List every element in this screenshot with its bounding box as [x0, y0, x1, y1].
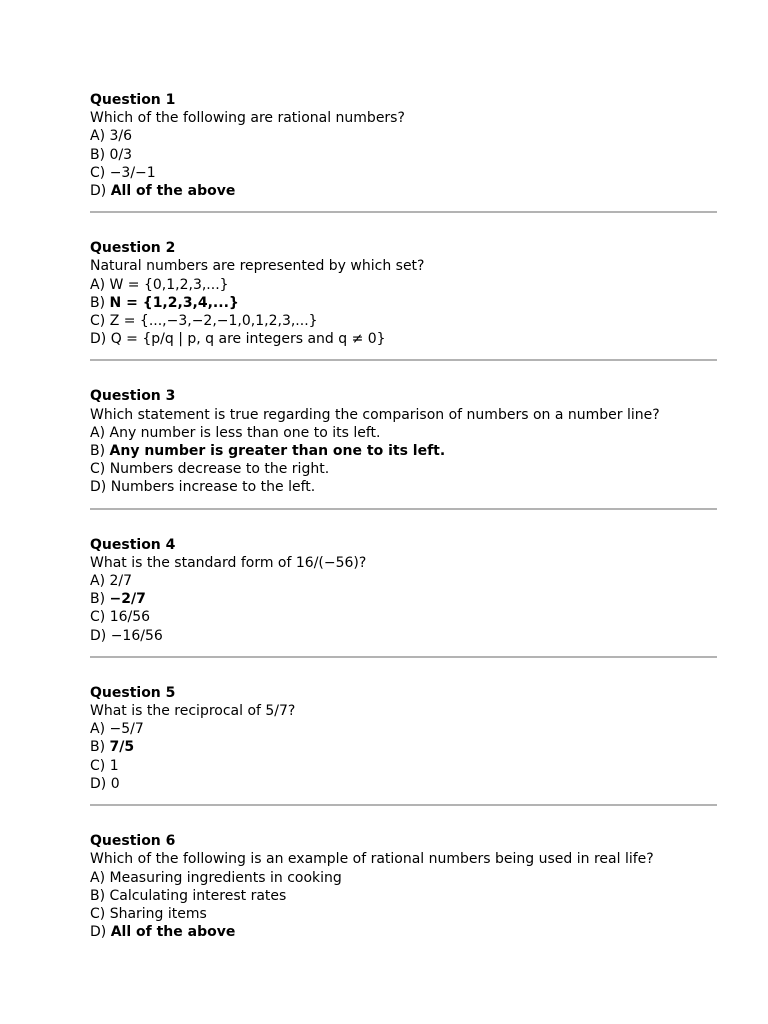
question-text: What is the standard form of 16/(−56)? [90, 554, 367, 571]
option-letter: C) [90, 313, 110, 330]
question-block-4 [90, 536, 717, 645]
option-letter: B) [90, 146, 110, 163]
question-text: Which of the following are rational numbers? [90, 110, 405, 127]
option-letter: B) [90, 443, 110, 460]
option-letter: A) [90, 128, 110, 145]
option-letter: D) [90, 479, 111, 496]
option-letter: A) [90, 424, 110, 441]
answer-option-d [90, 775, 717, 793]
question-text: What is the reciprocal of 5/7? [90, 703, 296, 720]
option-text: 16/56 [109, 609, 151, 626]
option-letter: D) [90, 331, 111, 348]
answer-option-d [90, 182, 717, 200]
question-title: Question 6 [90, 833, 176, 850]
option-text: Any number is less than one to its left. [109, 424, 381, 441]
question-title: Question 3 [90, 388, 176, 405]
answer-option-c [90, 460, 717, 478]
option-letter: A) [90, 276, 110, 293]
answer-option-a [90, 869, 717, 887]
answer-option-d [90, 330, 717, 348]
option-text: −5/7 [109, 721, 144, 738]
question-divider [90, 508, 717, 510]
option-text: Z = {...,−3,−2,−1,0,1,2,3,...} [109, 313, 318, 330]
option-text: 3/6 [109, 128, 133, 145]
option-letter: C) [90, 609, 110, 626]
option-letter: A) [90, 573, 110, 590]
answer-option-a [90, 720, 717, 738]
option-text: 0/3 [109, 146, 133, 163]
option-text: Q = {p/q | p, q are integers and q ≠ 0} [110, 331, 386, 348]
correct-answer-text: −2/7 [109, 591, 146, 608]
answer-option-a [90, 572, 717, 590]
correct-answer-text: All of the above [110, 924, 236, 941]
option-letter: D) [90, 775, 111, 792]
answer-option-b [90, 146, 717, 164]
answer-option-b [90, 887, 717, 905]
option-letter: D) [90, 183, 111, 200]
option-text: −16/56 [110, 627, 163, 644]
option-letter: B) [90, 887, 110, 904]
answer-option-d [90, 627, 717, 645]
option-letter: D) [90, 924, 111, 941]
option-letter: C) [90, 164, 110, 181]
question-text: Which statement is true regarding the comparison of numbers on a number line? [90, 406, 660, 423]
option-text: Calculating interest rates [109, 887, 287, 904]
option-letter: A) [90, 869, 110, 886]
answer-option-d [90, 478, 717, 496]
option-letter: B) [90, 591, 110, 608]
option-text: 2/7 [109, 573, 133, 590]
option-text: 1 [109, 757, 119, 774]
question-block-3 [90, 387, 717, 496]
question-text: Natural numbers are represented by which set? [90, 258, 425, 275]
question-title: Question 4 [90, 536, 176, 553]
question-block-1 [90, 91, 717, 200]
question-divider [90, 211, 717, 213]
option-text: Measuring ingredients in cooking [109, 869, 342, 886]
option-letter: A) [90, 721, 110, 738]
answer-option-b [90, 738, 717, 756]
answer-option-a [90, 127, 717, 145]
correct-answer-text: 7/5 [109, 739, 135, 756]
option-text: Sharing items [109, 905, 207, 922]
quiz-document [90, 91, 717, 941]
answer-option-c [90, 608, 717, 626]
answer-option-c [90, 905, 717, 923]
question-block-2 [90, 239, 717, 348]
answer-option-c [90, 757, 717, 775]
option-text: W = {0,1,2,3,...} [109, 276, 229, 293]
answer-option-a [90, 276, 717, 294]
answer-option-c [90, 312, 717, 330]
question-text: Which of the following is an example of rational numbers being used in real life? [90, 851, 654, 868]
question-block-6 [90, 832, 717, 941]
option-text: −3/−1 [109, 164, 156, 181]
correct-answer-text: All of the above [110, 183, 236, 200]
option-text: Numbers decrease to the right. [109, 461, 330, 478]
question-divider [90, 359, 717, 361]
option-letter: D) [90, 627, 111, 644]
question-block-5 [90, 684, 717, 793]
question-title: Question 1 [90, 92, 176, 108]
answer-option-b [90, 590, 717, 608]
question-title: Question 5 [90, 684, 176, 701]
answer-option-b [90, 294, 717, 312]
option-letter: C) [90, 461, 110, 478]
answer-option-a [90, 424, 717, 442]
question-divider [90, 656, 717, 658]
correct-answer-text: Any number is greater than one to its left. [109, 443, 446, 460]
question-divider [90, 804, 717, 806]
option-letter: B) [90, 739, 110, 756]
answer-option-d [90, 923, 717, 941]
correct-answer-text: N = {1,2,3,4,...} [109, 294, 239, 311]
question-title: Question 2 [90, 240, 176, 257]
option-text: Numbers increase to the left. [110, 479, 316, 496]
option-letter: B) [90, 294, 110, 311]
option-text: 0 [110, 775, 120, 792]
answer-option-c [90, 164, 717, 182]
option-letter: C) [90, 905, 110, 922]
answer-option-b [90, 442, 717, 460]
option-letter: C) [90, 757, 110, 774]
